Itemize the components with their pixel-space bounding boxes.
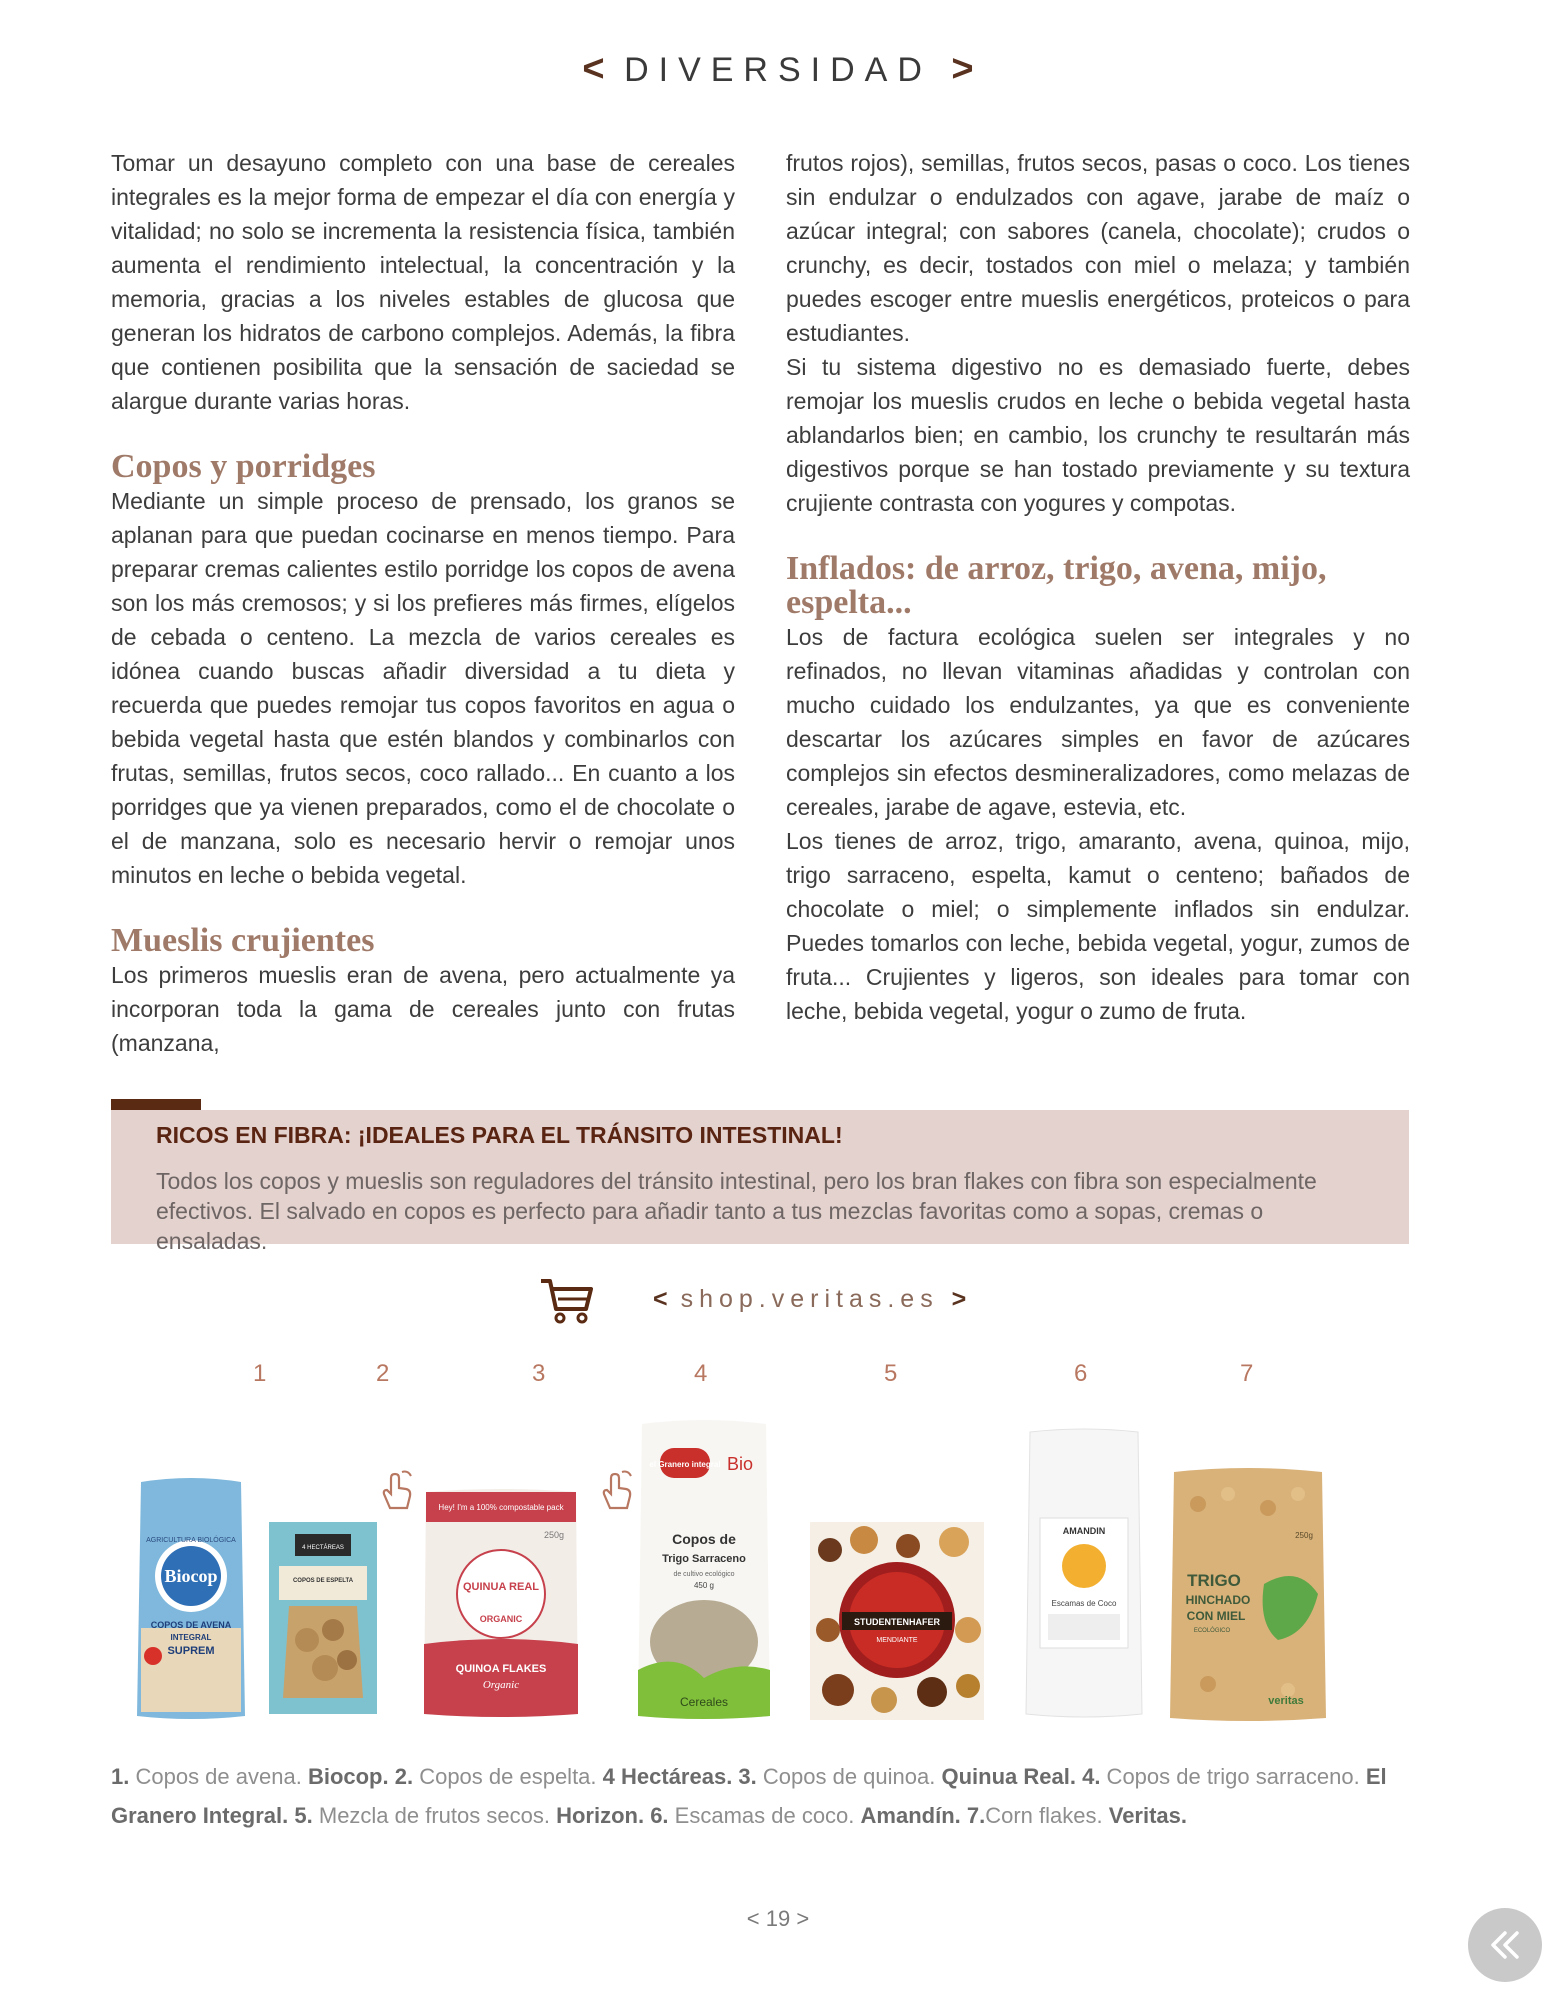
caption-text: Copos de avena. xyxy=(129,1764,308,1789)
left-column xyxy=(111,146,735,1060)
right-column xyxy=(786,146,1410,1028)
quinua-sub: Organic xyxy=(482,1679,520,1691)
caption-brand: El Granero Integral. xyxy=(111,1764,1387,1828)
veritas-brand: veritas xyxy=(1268,1695,1304,1707)
fiber-box-tab xyxy=(111,1099,201,1110)
veritas-line1: TRIGO xyxy=(1187,1571,1241,1590)
hectareas-label: COPOS DE ESPELTA xyxy=(292,1578,354,1584)
caption-text: Corn flakes. xyxy=(985,1803,1109,1828)
mix-label: STUDENTENHAFER xyxy=(853,1617,941,1627)
product-number-7: 7 xyxy=(1240,1360,1254,1387)
previous-page-button[interactable] xyxy=(1468,1908,1542,1982)
biocop-line3: SUPREM xyxy=(167,1645,215,1657)
product-3-quinua-real[interactable] xyxy=(422,1486,580,1718)
product-6-amandin[interactable] xyxy=(1022,1428,1146,1718)
chevron-right-icon: > xyxy=(951,48,974,90)
inflados-paragraph-2: Los tienes de arroz, trigo, amaranto, avena, quinoa, mijo, trigo sarraceno, espelta, kamut o centeno; bañados de chocolate o miel; o simplemente inflados sin endulzar. Puedes tomarlos con leche, bebida vegetal, yogur, zumos de fruta... Crujientes y ligeros, son ideales para tomar con leche, bebida vegetal, yogur o zumo de fruta. xyxy=(786,828,1410,1024)
quinua-brand: QUINUA REAL xyxy=(463,1581,539,1593)
amandin-label: Escamas de Coco xyxy=(1051,1599,1117,1608)
veritas-sub: ECOLÓGICO xyxy=(1193,1628,1231,1634)
cart-icon[interactable] xyxy=(538,1275,596,1325)
biocop-line1: COPOS DE AVENA xyxy=(150,1620,232,1630)
granero-brand: el Granero integral xyxy=(649,1460,721,1469)
product-1-biocop[interactable] xyxy=(135,1478,247,1720)
quinua-name: QUINOA FLAKES xyxy=(455,1663,547,1675)
mueslis-continued-paragraph: frutos rojos), semillas, frutos secos, pasas o coco. Los tienes sin endulzar o endulzados con agave, jarabe de maíz o azúcar integral; con sabores (canela, chocolate); crudos o crunchy, es decir, tostados con miel o melaza; y también puedes escoger entre mueslis energéticos, proteicos o para estudiantes. xyxy=(786,150,1410,346)
section-header xyxy=(0,48,1556,91)
quinua-badge: ORGANIC xyxy=(479,1614,523,1624)
product-5-horizon-mix[interactable] xyxy=(808,1520,986,1722)
product-number-4: 4 xyxy=(694,1360,708,1387)
shop-url[interactable]: shop.veritas.es xyxy=(680,1285,939,1313)
caption-number: 7. xyxy=(960,1803,986,1828)
granero-sub: de cultivo ecológico xyxy=(673,1571,735,1578)
product-4-el-granero[interactable] xyxy=(636,1420,772,1720)
product-number-1: 1 xyxy=(253,1360,267,1387)
granero-title2: Trigo Sarraceno xyxy=(662,1553,746,1565)
shop-row xyxy=(538,1275,1038,1331)
biocop-seal: AGRICULTURA BIOLÓGICA xyxy=(146,1537,236,1544)
tap-hand-icon xyxy=(598,1468,634,1510)
caption-text: Copos de quinoa. xyxy=(756,1764,942,1789)
product-2-hectareas[interactable] xyxy=(267,1520,379,1716)
caption-number: 5. xyxy=(288,1803,313,1828)
quinua-weight: 250g xyxy=(543,1530,565,1540)
fiber-box-text: Todos los copos y mueslis son reguladores del tránsito intestinal, pero los bran flakes con fibra son especialmente efectivos. El salvado en copos es perfecto para añadir tanto a tus mezclas favoritas como a sopas, cremas o ensaladas. xyxy=(156,1168,1317,1254)
mix-sub: MENDIANTE xyxy=(876,1637,918,1644)
chevron-left-icon: < xyxy=(582,48,605,90)
product-number-5: 5 xyxy=(884,1360,898,1387)
product-number-2: 2 xyxy=(376,1360,390,1387)
chevron-right-icon: > xyxy=(951,1285,967,1313)
product-number-6: 6 xyxy=(1074,1360,1088,1387)
quinua-top: Hey! I'm a 100% compostable pack xyxy=(438,1503,564,1512)
shop-link[interactable] xyxy=(653,1285,966,1314)
amandin-brand: AMANDIN xyxy=(1062,1526,1106,1536)
mueslis-paragraph: Los primeros mueslis eran de avena, pero actualmente ya incorporan toda la gama de cereales junto con frutas (manzana, xyxy=(111,962,735,1056)
section-title: DIVERSIDAD xyxy=(624,51,932,89)
granero-weight: 450 g xyxy=(693,1581,715,1590)
caption-text: Escamas de coco. xyxy=(668,1803,861,1828)
inflados-paragraph: Los de factura ecológica suelen ser integrales y no refinados, no llevan vitaminas añadidas y controlan con mucho cuidado los endulzantes, ya que es conveniente descartar los azúcares simples en favor de azúcares complejos sin efectos desmineralizadores, como melazas de cereales, jarabe de agave, estevia, etc. xyxy=(786,624,1410,820)
copos-paragraph: Mediante un simple proceso de prensado, los granos se aplanan para que puedan cocinarse en menos tiempo. Para preparar cremas calientes estilo porridge los copos de avena son los más cremosos; y si los prefieres más firmes, elígelos de cebada o centeno. La mezcla de varios cereales es idónea cuando buscas añadir diversidad a tu dieta y recuerda que puedes remojar tus copos favoritos en agua o bebida vegetal hasta que estén blandos y combinarlos con frutas, semillas, frutos secos, coco rallado... En cuanto a los porridges que ya vienen preparados, como el de chocolate o el de manzana, solo es necesario hervir o remojar unos minutos en leche o bebida vegetal. xyxy=(111,488,735,888)
caption-number: 2. xyxy=(388,1764,414,1789)
caption-brand: Horizon. xyxy=(556,1803,645,1828)
granero-bottom: Cereales xyxy=(679,1695,729,1709)
fiber-box-title: RICOS EN FIBRA: ¡IDEALES PARA EL TRÁNSITO INTESTINAL! xyxy=(156,1122,843,1148)
hectareas-brand: 4 HECTÁREAS xyxy=(302,1545,344,1551)
caption-text: Mezcla de frutos secos. xyxy=(312,1803,557,1828)
mueslis-heading: Mueslis crujientes xyxy=(111,922,375,959)
granero-title1: Copos de xyxy=(672,1531,736,1547)
caption-brand: Amandín. xyxy=(860,1803,961,1828)
copos-heading: Copos y porridges xyxy=(111,448,376,485)
caption-text: Copos de trigo sarraceno. xyxy=(1100,1764,1366,1789)
intro-paragraph: Tomar un desayuno completo con una base de cereales integrales es la mejor forma de empezar el día con energía y vitalidad; no solo se incrementa la resistencia física, también aumenta el rendimiento intelectual, la concentración y la memoria, gracias a los niveles estables de glucosa que generan los hidratos de carbono complejos. Además, la fibra que contienen posibilita que la sensación de saciedad se alargue durante varias horas. xyxy=(111,150,735,414)
inflados-heading: Inflados: de arroz, trigo, avena, mijo, espelta... xyxy=(786,550,1327,621)
caption-brand: Veritas. xyxy=(1108,1803,1188,1828)
chevron-left-icon: < xyxy=(653,1285,668,1313)
veritas-line2: HINCHADO xyxy=(1185,1593,1251,1607)
caption-number: 6. xyxy=(644,1803,669,1828)
product-7-veritas[interactable] xyxy=(1168,1464,1328,1722)
caption-brand: 4 Hectáreas. xyxy=(602,1764,733,1789)
mueslis-digestion-paragraph: Si tu sistema digestivo no es demasiado fuerte, debes remojar los mueslis crudos en leche o bebida vegetal hasta ablandarlos bien; en cambio, los crunchy te resultarán más digestivos porque se han tostado previamente y su textura crujiente contrasta con yogures y compotas. xyxy=(786,354,1410,516)
veritas-weight: 250g xyxy=(1295,1531,1313,1540)
caption-number: 4. xyxy=(1075,1764,1101,1789)
caption-text: Copos de espelta. xyxy=(413,1764,603,1789)
caption-number: 3. xyxy=(732,1764,757,1789)
product-number-3: 3 xyxy=(532,1360,546,1387)
biocop-line2: INTEGRAL xyxy=(170,1633,212,1642)
veritas-line3: CON MIEL xyxy=(1186,1609,1246,1623)
caption-brand: Quinua Real. xyxy=(941,1764,1076,1789)
biocop-brand: Biocop xyxy=(164,1566,218,1586)
double-chevron-left-icon xyxy=(1485,1925,1525,1965)
page-number: < 19 > xyxy=(746,1906,810,1931)
tap-hand-icon xyxy=(378,1468,414,1510)
caption-number: 1. xyxy=(111,1764,130,1789)
products-caption xyxy=(111,1757,1411,1835)
granero-bio: Bio xyxy=(726,1454,754,1474)
caption-brand: Biocop. xyxy=(307,1764,389,1789)
